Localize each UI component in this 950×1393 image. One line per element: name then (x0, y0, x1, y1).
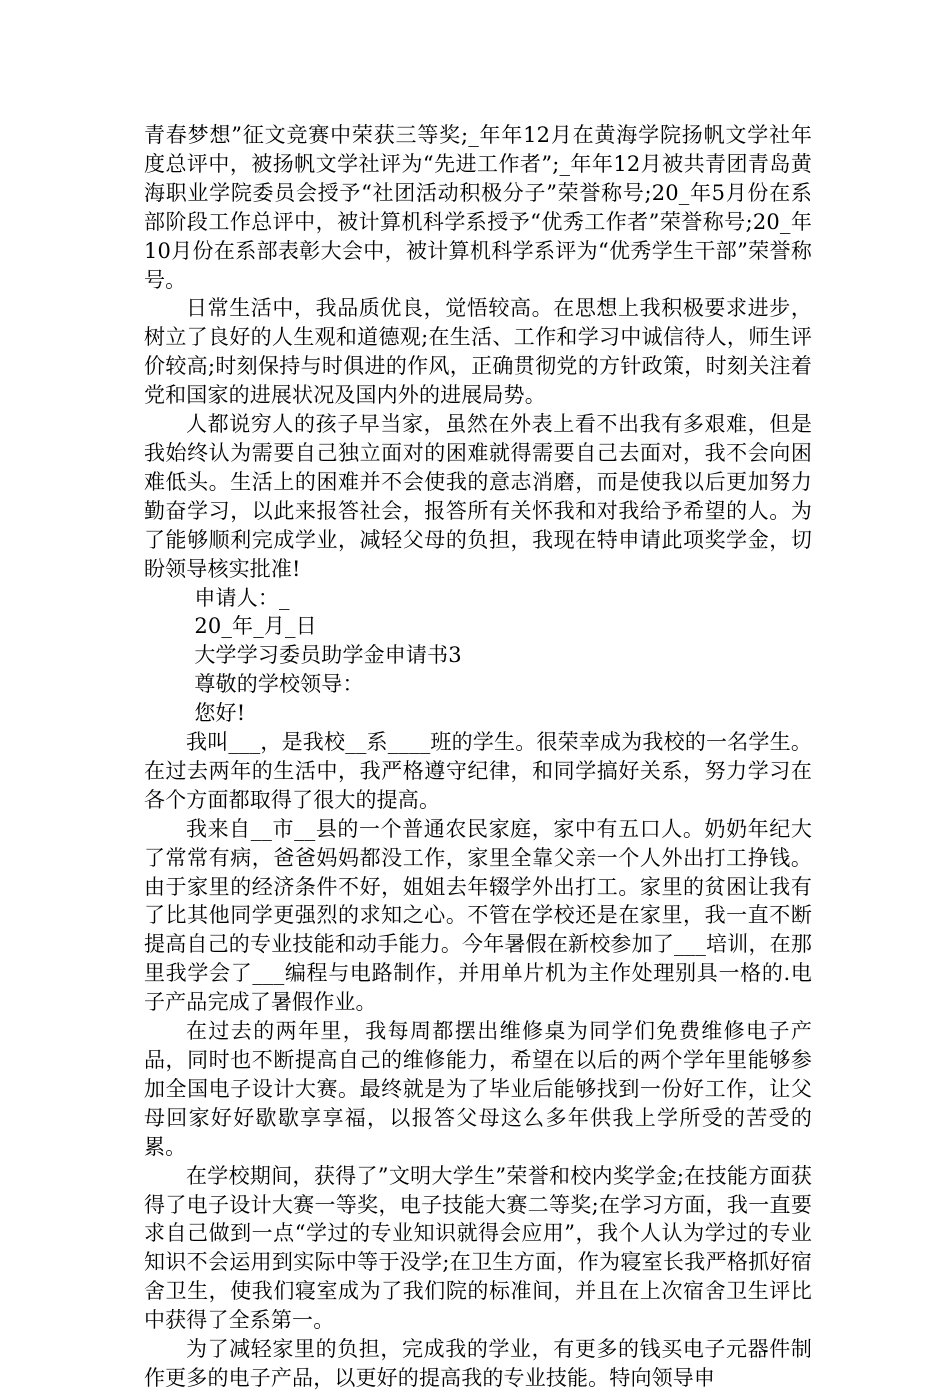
paragraph-daily-life: 日常生活中，我品质优良，觉悟较高。在思想上我积极要求进步，树立了良好的人生观和道德观;在生活、工作和学习中诚信待人，师生评价较高;时刻保持与时俱进的作风，正确贯彻党的方针政策，时刻关注着党和国家的进展状况及国内外的进展局势。 (144, 296, 812, 408)
section-title: 大学学习委员助学金申请书3 (194, 643, 462, 668)
paragraph-family-background: 我来自__市__县的一个普通农民家庭，家中有五口人。奶奶年纪大了常常有病，爸爸妈妈都没工作，家里全靠父亲一个人外出打工挣钱。由于家里的经济条件不好，姐姐去年辍学外出打工。家里的贫困让我有了比其他同学更强烈的求知之心。不管在学校还是在家里，我一直不断提高自己的专业技能和动手能力。今年暑假在新校参加了___培训，在那里我学会了___编程与电路制作，并用单片机为主作处理别具一格的.电子产品完成了暑假作业。 (144, 816, 812, 1015)
salutation: 尊敬的学校领导： (194, 672, 364, 697)
paragraph-hardship: 人都说穷人的孩子早当家，虽然在外表上看不出我有多艰难，但是我始终认为需要自己独立面对的困难就得需要自己去面对，我不会向困难低头。生活上的困难并不会使我的意志消磨，而是使我以后更加努力勤奋学习，以此来报答社会，报答所有关怀我和对我给予希望的人。为了能够顺利完成学业，减轻父母的负担，我现在特申请此项奖学金，切盼领导核实批准! (144, 412, 812, 581)
paragraph-achievements: 在学校期间，获得了”文明大学生”荣誉和校内奖学金;在技能方面获得了电子设计大赛一等奖，电子技能大赛二等奖;在学习方面，我一直要求自己做到一点“学过的专业知识就得会应用”，我个人认为学过的专业知识不会运用到实际中等于没学;在卫生方面，作为寝室长我严格抓好宿舍卫生，使我们寝室成为了我们院的标准间，并且在上次宿舍卫生评比中获得了全系第一。 (144, 1163, 812, 1333)
paragraph-repair-service: 在过去的两年里，我每周都摆出维修桌为同学们免费维修电子产品，同时也不断提高自己的维修能力，希望在以后的两个学年里能够参加全国电子设计大赛。最终就是为了毕业后能够找到一份好工作，让父母回家好好歇歇享享福，以报答父母这么多年供我上学所受的苦受的累。 (144, 1019, 812, 1159)
applicant-signature-line: 申请人：_ (194, 585, 290, 610)
greeting: 您好! (194, 701, 246, 726)
document-body (144, 121, 812, 1393)
paragraph-request: 为了减轻家里的负担，完成我的学业，有更多的钱买电子元器件制作更多的电子产品，以更好的提高我的专业技能。特向领导申 (144, 1337, 812, 1390)
paragraph-introduction: 我叫___，是我校__系____班的学生。很荣幸成为我校的一名学生。在过去两年的生活中，我严格遵守纪律，和同学搞好关系，努力学习在各个方面都取得了很大的提高。 (144, 730, 812, 812)
paragraph-awards-continued: 青春梦想”征文竞赛中荣获三等奖;_年年12月在黄海学院扬帆文学社年度总评中，被扬帆文学社评为“先进工作者”;_年年12月被共青团青岛黄海职业学院委员会授予“社团活动积极分子”荣誉称号;20_年5月份在系部阶段工作总评中，被计算机科学系授予“优秀工作者”荣誉称号;20_年10月份在系部表彰大会中，被计算机科学系评为“优秀学生干部”荣誉称号。 (144, 123, 812, 292)
date-line: 20_年_月_日 (194, 614, 317, 639)
